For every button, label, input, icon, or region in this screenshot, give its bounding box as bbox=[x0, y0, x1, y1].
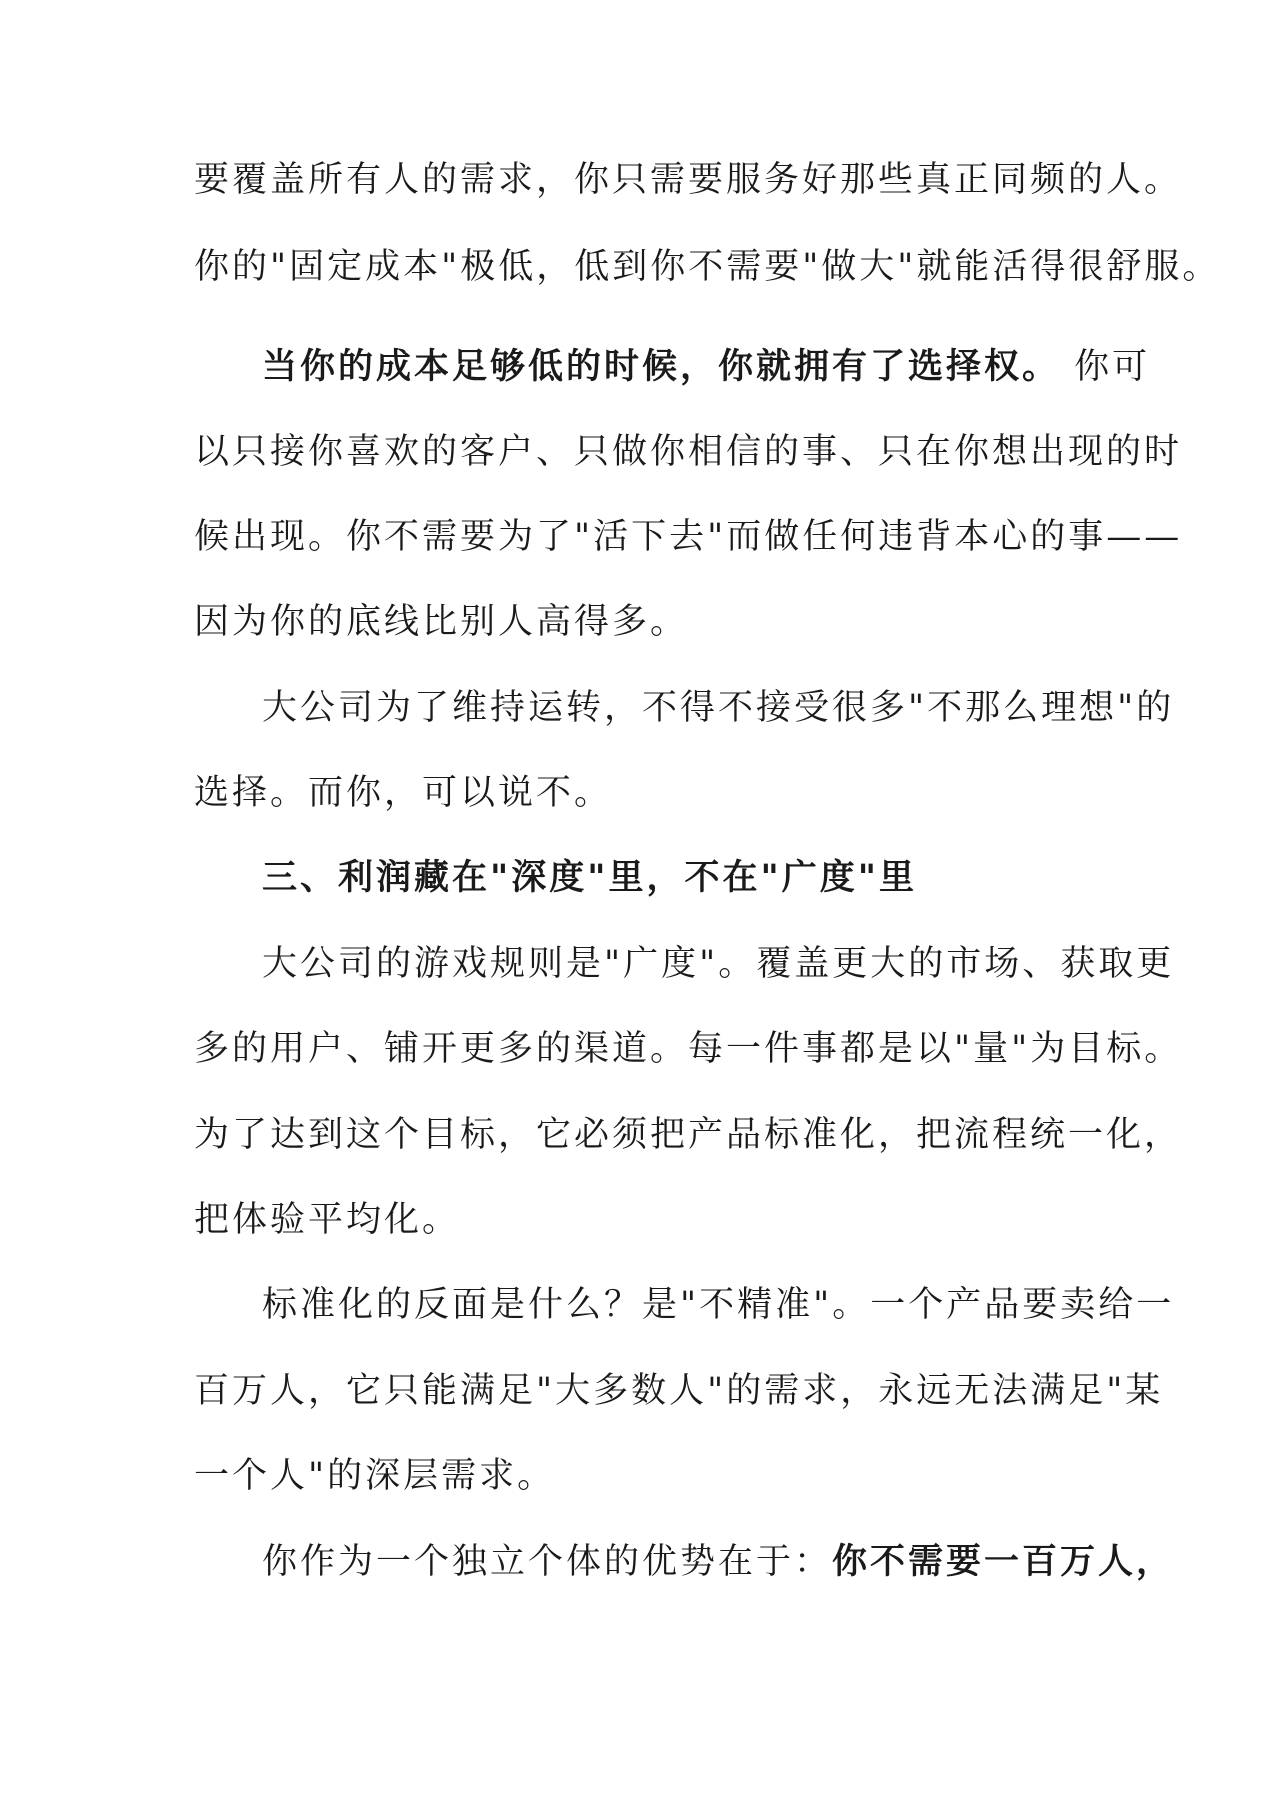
paragraph-4-line-3: 为了达到这个目标，它必须把产品标准化，把流程统一化， bbox=[194, 1115, 1183, 1155]
paragraph-2-line-2: 以只接你喜欢的客户、只做你相信的事、只在你想出现的时 bbox=[194, 432, 1183, 472]
paragraph-5-line-3: 一个人"的深层需求。 bbox=[194, 1456, 556, 1496]
paragraph-2-emphasis: 当你的成本足够低的时候，你就拥有了选择权。 bbox=[262, 346, 1061, 387]
paragraph-2-line-1-rest: 你可 bbox=[1060, 347, 1151, 387]
paragraph-6-line-1 bbox=[262, 1540, 1174, 1584]
paragraph-6-emphasis: 你不需要一百万人， bbox=[832, 1541, 1175, 1582]
section-heading: 三、利润藏在"深度"里，不在"广度"里 bbox=[262, 857, 917, 898]
paragraph-5-line-2: 百万人，它只能满足"大多数人"的需求，永远无法满足"某 bbox=[194, 1371, 1164, 1411]
paragraph-1-line-2: 你的"固定成本"极低，低到你不需要"做大"就能活得很舒服。 bbox=[194, 247, 1221, 287]
paragraph-2-line-3: 候出现。你不需要为了"活下去"而做任何违背本心的事—— bbox=[194, 517, 1183, 557]
paragraph-4-line-4: 把体验平均化。 bbox=[194, 1200, 461, 1240]
paragraph-2-line-1 bbox=[262, 345, 1150, 389]
paragraph-5-line-1: 标准化的反面是什么？是"不精准"。一个产品要卖给一 bbox=[262, 1285, 1175, 1325]
paragraph-6-lead: 你作为一个独立个体的优势在于： bbox=[262, 1542, 833, 1582]
paragraph-2-line-4: 因为你的底线比别人高得多。 bbox=[194, 602, 689, 642]
paragraph-1-line-1: 要覆盖所有人的需求，你只需要服务好那些真正同频的人。 bbox=[194, 160, 1183, 200]
paragraph-4-line-1: 大公司的游戏规则是"广度"。覆盖更大的市场、获取更 bbox=[262, 944, 1175, 984]
paragraph-4-line-2: 多的用户、铺开更多的渠道。每一件事都是以"量"为目标。 bbox=[194, 1029, 1183, 1069]
paragraph-3-line-2: 选择。而你，可以说不。 bbox=[194, 773, 613, 813]
paragraph-3-line-1: 大公司为了维持运转，不得不接受很多"不那么理想"的 bbox=[262, 688, 1175, 728]
